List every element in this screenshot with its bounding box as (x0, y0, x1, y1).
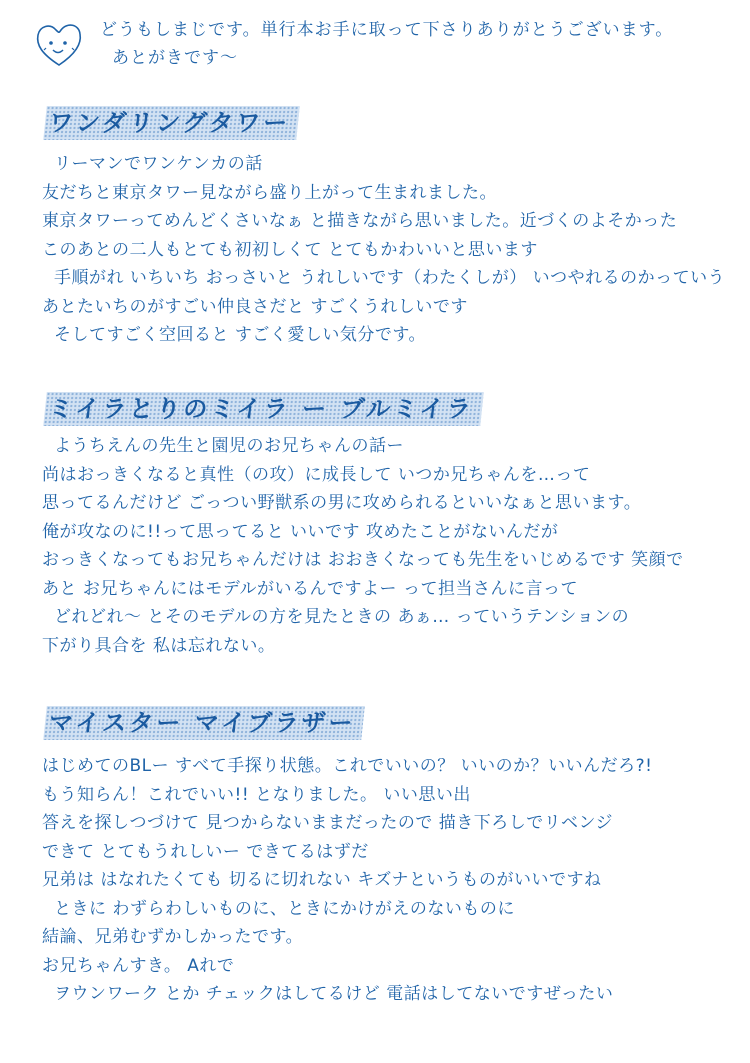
section-body-mummy (42, 432, 684, 660)
text-line: 下がり具合を 私は忘れない。 (42, 635, 276, 656)
section-body-meister-my-brother (42, 752, 652, 1009)
intro-note (100, 16, 673, 72)
intro-line-1: どうもしまじです。単行本お手に取って下さりありがとうございます。 (100, 20, 674, 40)
text-line: できて とてもうれしいー できてるはずだ (42, 841, 369, 862)
section-title-wandering-tower: ワンダリングタワー (43, 106, 300, 140)
text-line: そしてすごく空回ると すごく愛しい気分です。 (54, 325, 427, 345)
text-line: リーマンでワンケンカの話 (54, 154, 263, 174)
text-line: 答えを探しつづけて 見つからないままだったので 描き下ろしでリベンジ (42, 813, 614, 833)
text-line: あと お兄ちゃんにはモデルがいるんですよー って担当さんに言って (42, 578, 578, 599)
text-line: 東京タワーってめんどくさいなぁ と描きながら思いました。近づくのよそかった (42, 211, 678, 231)
section-body-wandering-tower (42, 150, 725, 350)
text-line: おっきくなってもお兄ちゃんだけは おおきくなっても先生をいじめるです 笑顔で (42, 550, 684, 570)
text-line: どれどれ〜 とそのモデルの方を見たときの あぁ… っていうテンションの (54, 607, 630, 627)
text-line: あとたいちのがすごい仲良さだと すごくうれしいです (42, 296, 468, 317)
text-line: 尚はおっきくなると真性（の攻）に成長して いつか兄ちゃんを…って (42, 464, 591, 485)
text-line: 手順がれ いちいち おっさいと うれしいです（わたくしが） いつやれるのかっていう (54, 268, 726, 288)
text-line: ヲウンワーク とか チェックはしてるけど 電話はしてないですぜったい (54, 984, 614, 1004)
text-line: 思ってるんだけど ごっつい野獣系の男に攻められるといいなぁと思います。 (42, 493, 642, 513)
text-line: もう知らん！これでいい!! となりました。 いい思い出 (42, 784, 471, 805)
text-line: 俺が攻なのに!!って思ってると いいです 攻めたことがないんだが (42, 521, 559, 542)
text-line: ときに わずらわしいものに、ときにかけがえのないものに (54, 898, 515, 919)
section-title-meister-my-brother: マイスター マイブラザー (43, 706, 365, 740)
text-line: このあとの二人もとても初初しくて とてもかわいいと思います (42, 239, 538, 260)
smiling-heart-doodle-icon (32, 18, 86, 70)
text-line: はじめてのBLー すべて手探り状態。これでいいの？ いいのか？いいんだろ?! (42, 756, 653, 776)
text-line: 結論、兄弟むずかしかったです。 (42, 927, 304, 947)
text-line: ようちえんの先生と園児のお兄ちゃんの話ー (54, 436, 404, 456)
text-line: 兄弟は はなれたくても 切るに切れない キズナというものがいいですね (42, 870, 602, 890)
text-line: お兄ちゃんすき。 Aれで (42, 955, 235, 976)
text-line: 友だちと東京タワー見ながら盛り上がって生まれました。 (42, 182, 497, 203)
intro-line-2: あとがきです〜 (112, 48, 238, 68)
section-title-mummy: ミイラとりのミイラ ー ブルミイラ (43, 392, 483, 426)
